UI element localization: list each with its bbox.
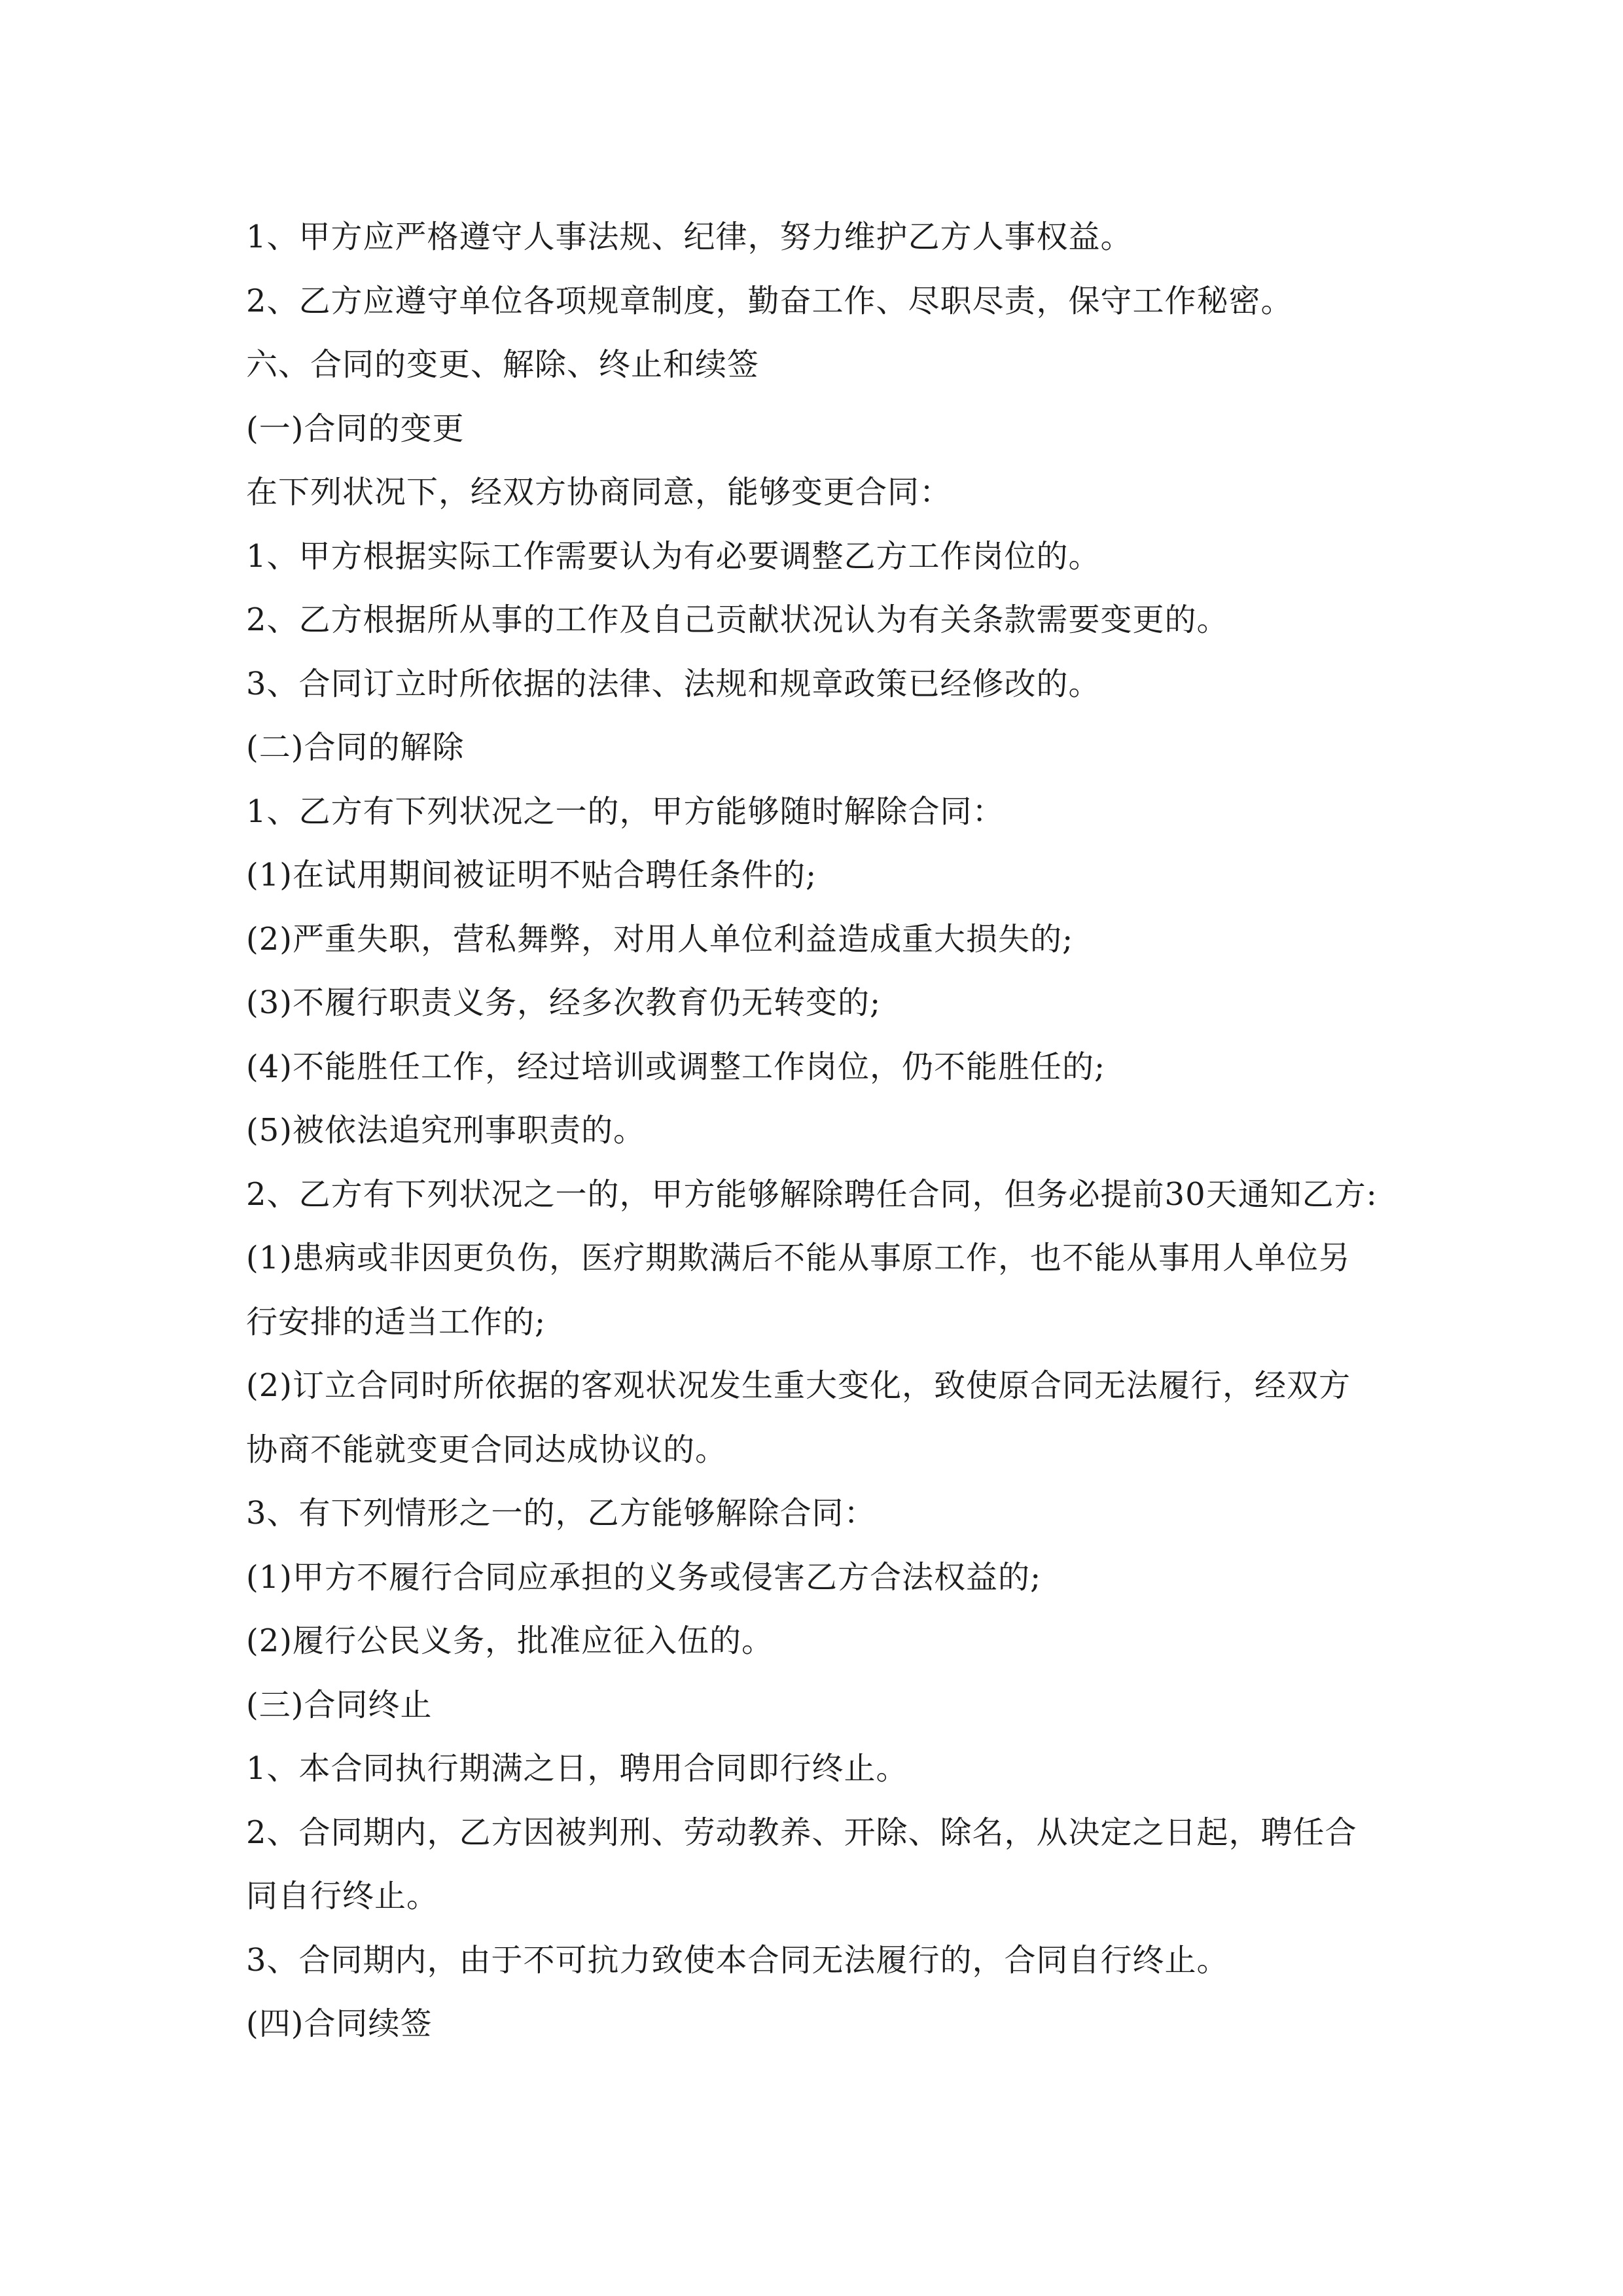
subsection-heading: (一)合同的变更 [246,410,465,447]
list-item: (5)被依法追究刑事职责的。 [246,1112,645,1149]
list-item: (1)甲方不履行合同应承担的义务或侵害乙方合法权益的; [246,1558,1042,1596]
list-item: 2、乙方有下列状况之一的，甲方能够解除聘任合同，但务必提前30天通知乙方: [246,1175,1378,1213]
list-item: 3、合同期内，由于不可抗力致使本合同无法履行的，合同自行终止。 [246,1941,1229,1979]
list-item: 3、有下列情形之一的，乙方能够解除合同： [246,1495,876,1532]
section-heading: 六、合同的变更、解除、终止和续签 [246,346,760,383]
paragraph-line: 同自行终止。 [246,1878,439,1914]
list-item: 3、合同订立时所依据的法律、法规和规章政策已经修改的。 [246,665,1101,702]
list-item: 2、合同期内，乙方因被判刑、劳动教养、开除、除名，从决定之日起，聘任合 [246,1814,1357,1851]
subsection-heading: (二)合同的解除 [246,729,465,766]
paragraph-line: 行安排的适当工作的; [246,1303,546,1340]
list-item: 1、乙方有下列状况之一的，甲方能够随时解除合同： [246,793,1005,830]
subsection-heading: (四)合同续签 [246,2005,433,2042]
list-item: (1)患病或非因更负伤，医疗期欺满后不能从事原工作，也不能从事用人单位另 [246,1240,1351,1276]
list-item: (2)履行公民义务，批准应征入伍的。 [246,1623,774,1659]
subsection-heading: (三)合同终止 [246,1686,433,1723]
list-item: (1)在试用期间被证明不贴合聘任条件的; [246,857,817,893]
list-item: (3)不履行职责义务，经多次教育仍无转变的; [246,984,882,1021]
list-item: (4)不能胜任工作，经过培训或调整工作岗位，仍不能胜任的; [246,1048,1106,1085]
list-item: (2)严重失职，营私舞弊，对用人单位利益造成重大损失的; [246,920,1074,958]
paragraph-line: 1、甲方应严格遵守人事法规、纪律，努力维护乙方人事权益。 [246,219,1133,255]
list-item: 1、本合同执行期满之日，聘用合同即行终止。 [246,1750,908,1787]
list-item: 2、乙方根据所从事的工作及自己贡献状况认为有关条款需要变更的。 [246,601,1229,638]
paragraph-line: 2、乙方应遵守单位各项规章制度，勤奋工作、尽职尽责，保守工作秘密。 [246,282,1293,319]
document-body [246,206,1378,2056]
list-item: 1、甲方根据实际工作需要认为有必要调整乙方工作岗位的。 [246,537,1101,575]
paragraph-line: 协商不能就变更合同达成协议的。 [246,1431,728,1468]
list-item: (2)订立合同时所依据的客观状况发生重大变化，致使原合同无法履行，经双方 [246,1367,1351,1404]
paragraph-line: 在下列状况下，经双方协商同意，能够变更合同： [246,474,952,511]
